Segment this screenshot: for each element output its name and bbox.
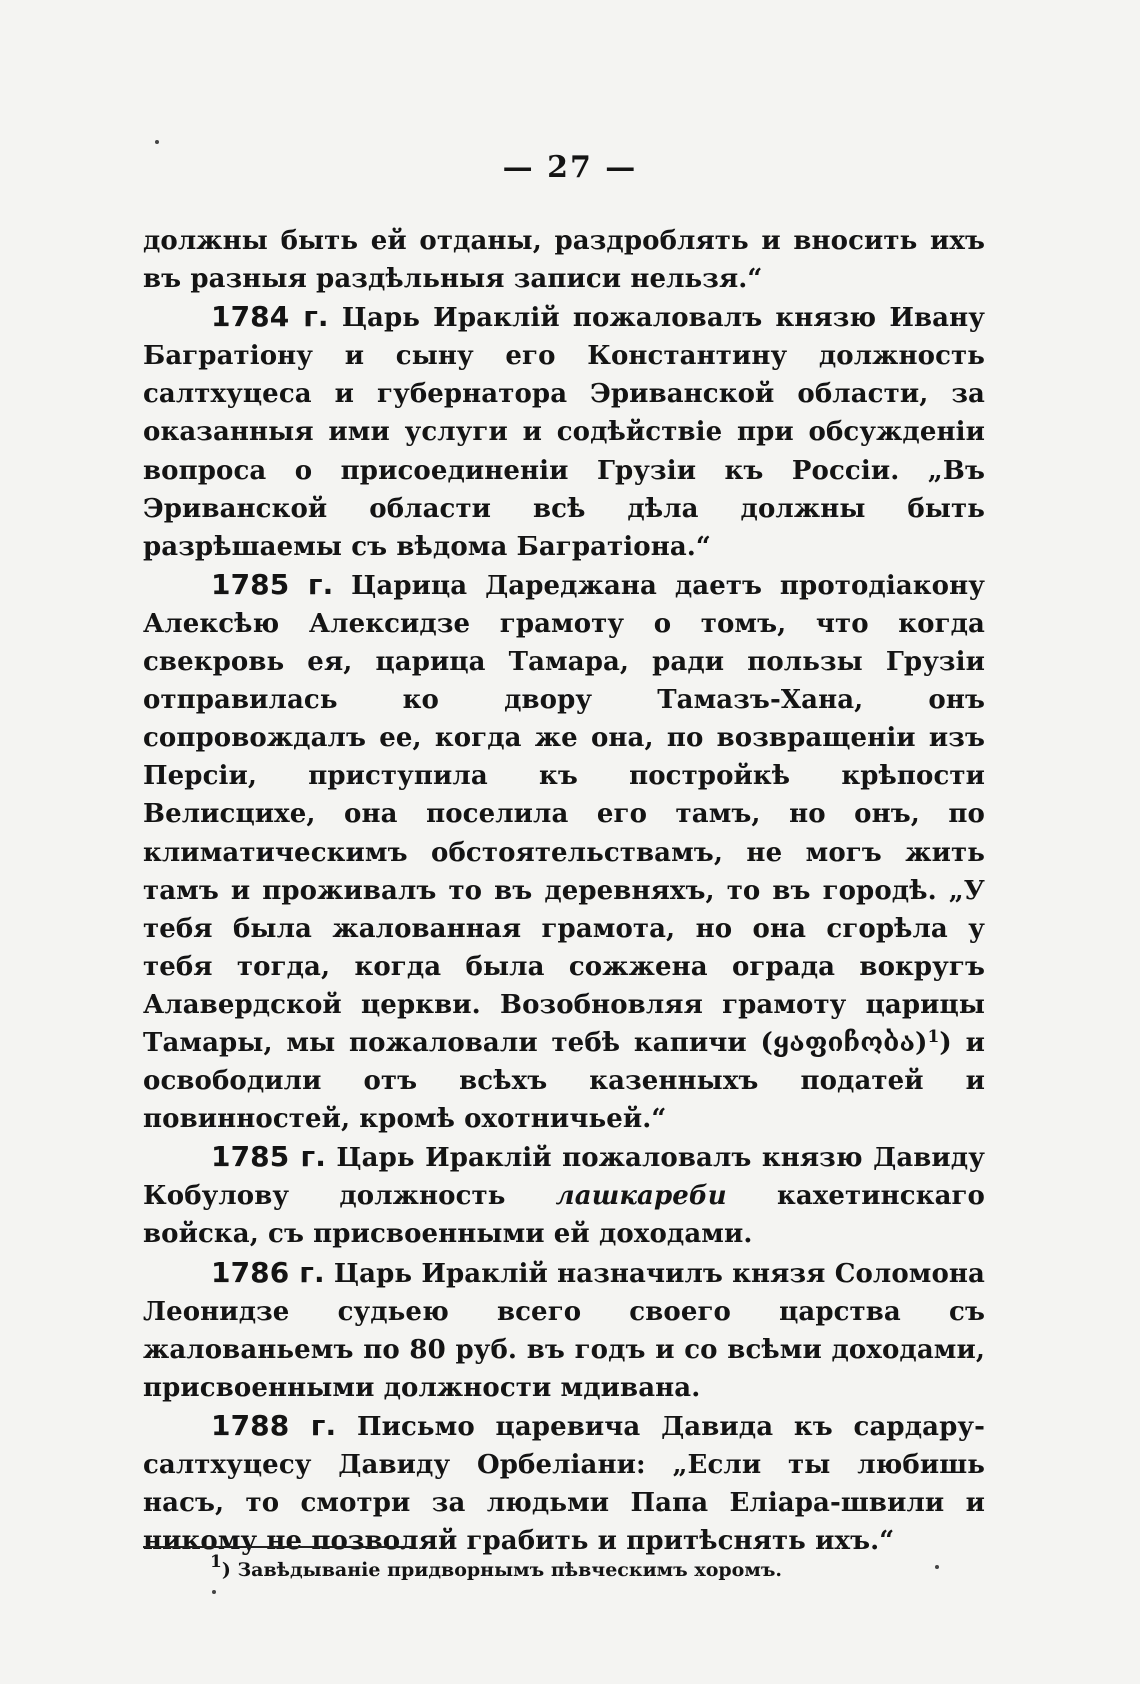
scan-speck: [155, 140, 159, 144]
year-label: 1786 г.: [211, 1255, 325, 1289]
paragraph-1788: [143, 1407, 985, 1560]
scan-speck: [935, 1565, 939, 1569]
paragraph-text: Царь Ираклій пожаловалъ князю Ивану Багратіону и сыну его Константину должность салтхуцеса и губернатора Эриванской области, за оказанныя ими услуги и содѣйствіе при обсужденіи вопроса о присоединеніи Грузіи къ Россіи. „Въ Эриванской области всѣ дѣла должны быть разрѣшаемы съ вѣдома Багратіона.“: [143, 303, 985, 562]
paragraph-1784: [143, 298, 985, 566]
paragraph-1785-b: [143, 1138, 985, 1253]
paragraph-text: Царица Дареджана даетъ протодіакону Алексѣю Алексидзе грамоту о томъ, что когда свекровь ея, царица Тамара, ради пользы Грузіи отправилась ко двору Тамазъ-Хана, онъ сопровождалъ ее, когда же она, по возвращеніи изъ Персіи, приступила къ постройкѣ крѣпости Велисцихе, она поселила его тамъ, но онъ, по климатическимъ обстоятельствамъ, не могъ жить тамъ и проживалъ то въ деревняхъ, то въ городѣ. „У тебя была жалованная грамота, но она сгорѣла у тебя тогда, когда была сожжена ограда вокругъ Алавердской церкви. Возобновляя грамоту царицы Тамары, мы пожаловали тебѣ капичи (ყაფიჩობა): [143, 570, 985, 1058]
footnote-mark: 1: [210, 1552, 222, 1572]
scan-speck: [212, 1590, 216, 1594]
italic-term: лашкареби: [555, 1181, 727, 1212]
paragraph-1786: [143, 1254, 985, 1407]
paragraph-continuation: [143, 222, 985, 298]
paragraph-text-continued: ) и освободили отъ всѣхъ казенныхъ податей и повинностей, кромѣ охотничьей.“: [143, 1027, 985, 1135]
year-label: 1785 г.: [211, 1140, 326, 1174]
year-label: 1784 г.: [211, 300, 329, 334]
body-text: [143, 222, 985, 1560]
paragraph-text: Письмо царевича Давида къ сардару-салтхуцесу Давиду Орбеліани: „Если ты любишь насъ, то смотри за людьми Папа Еліара-швили и никому не позволяй грабить и притѣснять ихъ.“: [143, 1411, 985, 1557]
page-number: — 27 —: [502, 150, 638, 185]
year-label: 1788 г.: [211, 1408, 337, 1442]
year-label: 1785 г.: [211, 567, 334, 601]
paragraph-text-continued: кахетинскаго войска, съ присвоенными ей доходами.: [143, 1181, 985, 1250]
paragraph-text: должны быть ей отданы, раздроблять и вносить ихъ въ разныя раздѣльныя записи нельзя.“: [143, 226, 985, 295]
footnote-text: ) Завѣдываніе придворнымъ пѣвческимъ хоромъ.: [221, 1559, 783, 1581]
footnote-divider: [143, 1546, 413, 1548]
paragraph-text: Царь Ираклій назначилъ князя Соломона Леонидзе судьею всего своего царства съ жалованьемъ по 80 руб. въ годъ и со всѣми доходами, присвоенными должности мдивана.: [143, 1258, 986, 1403]
paragraph-1785-a: [143, 566, 985, 1138]
paragraph-text: Царь Ираклій пожаловалъ князю Давиду Кобулову должность: [143, 1143, 985, 1212]
footnote: [210, 1552, 783, 1584]
footnote-reference: 1: [927, 1026, 940, 1047]
